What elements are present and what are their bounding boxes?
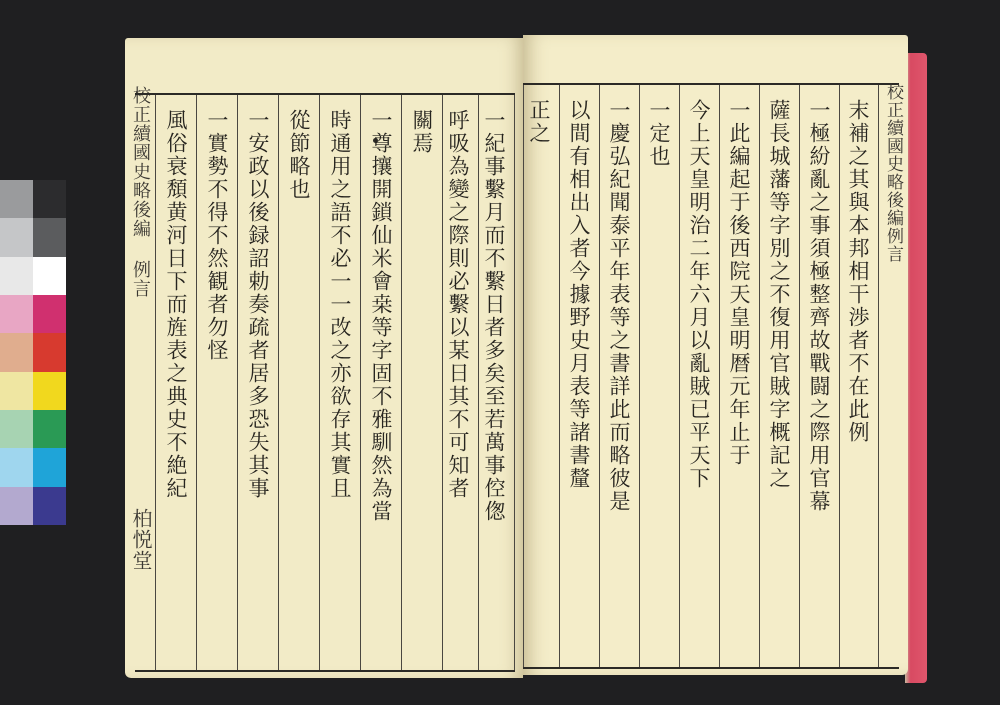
- text-column: 一安政以後録詔勅奏疏者居多恐失其事: [237, 95, 278, 670]
- text-column: 一尊攘開鎖仙米會桒等字固不雅馴然為當: [360, 95, 401, 670]
- color-swatch: [0, 487, 33, 525]
- color-swatch: [0, 295, 33, 333]
- text-column: 風俗衰頽黄河日下而旌表之典史不絶紀: [155, 95, 196, 670]
- text-column: 一此編起于後西院天皇明暦元年止于: [719, 85, 759, 667]
- right-text-frame: [523, 83, 899, 669]
- text-column: 末補之其與本邦相干渉者不在此例: [839, 85, 879, 667]
- open-book: [125, 35, 925, 685]
- text-column: 時通用之語不必一一改之亦欲存其實且: [319, 95, 360, 670]
- color-swatch: [33, 487, 66, 525]
- text-column: 關焉: [401, 95, 442, 670]
- right-page: [523, 35, 908, 675]
- text-column: 從節略也: [278, 95, 319, 670]
- color-swatch: [0, 410, 33, 448]
- color-swatch: [33, 410, 66, 448]
- color-swatch: [33, 218, 66, 256]
- text-column: 正之: [523, 85, 559, 667]
- color-swatch: [0, 218, 33, 256]
- text-column: 一極紛亂之事須極整齊故戰闘之際用官幕: [799, 85, 839, 667]
- text-column: 一紀事繫月而不繫日者多矣至若萬事倥偬: [478, 95, 515, 670]
- text-column: 一慶弘紀聞泰平年表等之書詳此而略彼是: [599, 85, 639, 667]
- color-swatch: [33, 333, 66, 371]
- color-swatch: [0, 372, 33, 410]
- left-text-frame: [135, 93, 515, 672]
- text-column: 呼吸為變之際則必繫以某日其不可知者: [442, 95, 478, 670]
- color-swatch: [0, 180, 33, 218]
- text-column: 薩長城藩等字別之不復用官賊字概記之: [759, 85, 799, 667]
- text-column: 以間有相出入者今據野史月表等諸書釐: [559, 85, 599, 667]
- right-margin-title: 校正續國史略後編例言: [883, 83, 903, 263]
- color-swatch: [33, 372, 66, 410]
- color-swatch: [33, 257, 66, 295]
- color-swatch: [33, 180, 66, 218]
- left-page: [125, 38, 523, 678]
- color-swatch: [0, 333, 33, 371]
- left-margin-title: 校正續國史略後編 例言: [130, 86, 151, 298]
- left-margin-publisher: 柏悦堂: [129, 508, 153, 571]
- color-calibration-bar: [0, 180, 66, 525]
- color-swatch: [0, 448, 33, 486]
- color-swatch: [0, 257, 33, 295]
- page-edge: [905, 53, 927, 683]
- color-swatch: [33, 448, 66, 486]
- color-swatch: [33, 295, 66, 333]
- text-column: 一實勢不得不然観者勿怪: [196, 95, 237, 670]
- text-column: 今上天皇明治二年六月以亂賊已平天下: [679, 85, 719, 667]
- text-column: 一定也: [639, 85, 679, 667]
